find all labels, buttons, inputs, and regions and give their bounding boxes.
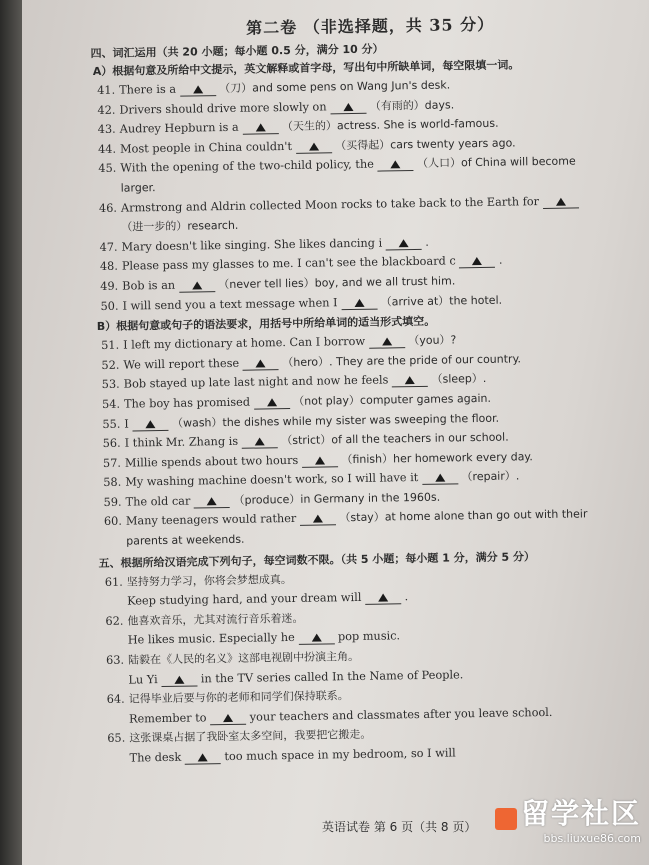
answer-triangle-icon	[198, 753, 208, 761]
question-hint: （you）?	[408, 333, 457, 348]
answer-blank	[377, 158, 413, 172]
answer-blank	[422, 472, 458, 486]
answer-triangle-icon	[435, 474, 445, 482]
question-text: There is a	[119, 82, 177, 97]
section4-heading: 四、词汇运用（共 20 小题；每小题 0.5 分，满分 10 分）	[90, 42, 384, 61]
answer-triangle-icon	[382, 338, 392, 346]
question-hint: （strict）of all the teachers in our school.	[281, 430, 509, 448]
english-sentence-end: pop music.	[337, 629, 401, 644]
question-text: My washing machine doesn't work, so I will have it	[125, 471, 419, 489]
question-continuation: larger.	[120, 181, 156, 195]
answer-blank	[243, 357, 279, 371]
question-hint: （wash）the dishes while my sister was sweeping the floor.	[171, 411, 500, 430]
chinese-sentence: 陆毅在《人民的名义》这部电视剧中扮演主角。	[127, 649, 360, 667]
question-continuation: parents at weekends.	[126, 532, 245, 548]
question-number: 54.	[101, 397, 121, 411]
watermark-logo-icon	[495, 808, 517, 830]
question-number: 62.	[105, 614, 124, 628]
english-sentence-start: Remember to	[128, 711, 207, 726]
answer-triangle-icon	[405, 376, 415, 384]
section4-partB: B）根据句意或句子的语法要求，用括号中所给单词的适当形式填空。	[96, 314, 436, 334]
watermark	[495, 792, 641, 845]
book-spine-shadow	[0, 0, 22, 865]
watermark-url: bbs.liuxue86.com	[543, 832, 641, 845]
question-number: 57.	[102, 456, 122, 470]
question-hint: （刀）and some pens on Wang Jun's desk.	[219, 78, 451, 96]
answer-blank	[210, 712, 246, 726]
answer-blank	[459, 255, 495, 269]
answer-triangle-icon	[256, 359, 266, 367]
answer-triangle-icon	[267, 398, 277, 406]
question-text: With the opening of the two-child policy, the	[120, 158, 374, 176]
answer-triangle-icon	[207, 497, 217, 505]
answer-triangle-icon	[192, 281, 202, 289]
question-text: Millie spends about two hours	[124, 453, 299, 470]
question-number: 63.	[105, 653, 125, 667]
answer-triangle-icon	[556, 197, 566, 205]
exam-content	[90, 9, 649, 768]
english-sentence-start: The desk	[129, 750, 182, 765]
question-hint: （never tell lies）boy, and we all trust him.	[218, 274, 456, 292]
question-number: 58.	[103, 475, 122, 490]
answer-blank	[300, 513, 336, 527]
answer-blank	[194, 495, 230, 509]
question-hint: （stay）at home alone than go out with their	[339, 507, 588, 525]
answer-triangle-icon	[308, 142, 318, 150]
question-number: 51.	[101, 338, 120, 353]
answer-triangle-icon	[378, 594, 388, 602]
section4-partA-items	[97, 72, 649, 316]
answer-triangle-icon	[313, 515, 323, 523]
question-number: 55.	[102, 417, 121, 431]
question-text: I	[124, 417, 129, 431]
question-number: 56.	[102, 436, 121, 451]
section5-items	[105, 564, 649, 769]
question-hint: .	[425, 235, 429, 249]
question-number: 46.	[98, 201, 118, 215]
section4-partA: A）根据句意及所给中文提示，英文解释或首字母，写出句中所缺单词，每空限填一词。	[92, 58, 520, 79]
answer-blank	[365, 592, 401, 606]
question-text: Please pass my glasses to me. I can't see the blackboard c	[121, 254, 456, 273]
answer-triangle-icon	[145, 420, 155, 428]
question-number: 59.	[103, 495, 122, 509]
answer-blank	[341, 296, 377, 310]
page-footer: 英语试卷 第 6 页（共 8 页）	[322, 820, 477, 834]
answer-triangle-icon	[472, 257, 482, 265]
english-sentence-start: Lu Yi	[128, 672, 158, 687]
answer-triangle-icon	[174, 675, 184, 683]
question-text: Audrey Hepburn is a	[119, 120, 239, 136]
question-text: I will send you a text message when I	[122, 295, 338, 313]
answer-blank	[543, 195, 579, 209]
question-hint: （天生的）actress. She is world-famous.	[281, 116, 499, 134]
answer-triangle-icon	[390, 161, 400, 169]
answer-triangle-icon	[255, 437, 265, 445]
english-sentence-end: in the TV series called In the Name of People.	[200, 667, 464, 686]
chinese-sentence: 这张课桌占据了我卧室太多空间，我要把它搬走。	[129, 728, 372, 745]
question-hint: .	[498, 253, 503, 268]
section5-heading: 五、根据所给汉语完成下列句子，每空词数不限。（共 5 小题；每小题 1 分，满分 5 分）	[98, 549, 536, 570]
question-text: Most people in China couldn't	[119, 139, 293, 156]
english-sentence-end: .	[404, 590, 409, 604]
question-number: 65.	[107, 732, 126, 746]
answer-blank	[302, 454, 338, 468]
section4-partB-items	[101, 327, 649, 551]
question-number: 41.	[97, 83, 116, 97]
answer-blank	[386, 237, 422, 251]
english-sentence-start: He likes music. Especially he	[127, 631, 295, 648]
question-number: 48.	[99, 260, 118, 274]
question-hint: （not play）computer games again.	[293, 391, 492, 408]
english-sentence-end: too much space in my bedroom, so I will	[224, 746, 456, 764]
english-sentence-start: Keep studying hard, and your dream will	[127, 591, 362, 608]
question-number: 60.	[103, 515, 122, 529]
answer-triangle-icon	[343, 103, 353, 111]
question-hint: （人口）of China will become	[416, 154, 576, 171]
question-hint: （有雨的）days.	[369, 97, 455, 113]
question-hint: （produce）in Germany in the 1960s.	[233, 490, 441, 507]
question-number: 43.	[97, 122, 116, 137]
question-number: 47.	[99, 240, 118, 254]
watermark-brand: 留学社区	[520, 797, 641, 830]
question-text: Armstrong and Aldrin collected Moon rocks to take back to the Earth for	[120, 194, 540, 215]
answer-blank	[392, 374, 428, 388]
question-text: Mary doesn't like singing. She likes dancing i	[121, 236, 383, 254]
question-hint: （买得起）cars twenty years ago.	[335, 136, 516, 153]
question-number: 49.	[100, 279, 119, 293]
question-text: Many teenagers would rather	[125, 512, 297, 529]
question-text: We will report these	[123, 356, 240, 372]
answer-blank	[180, 83, 216, 97]
question-hint: （hero）. They are the pride of our country.	[282, 352, 522, 369]
question-number: 42.	[97, 103, 116, 117]
answer-blank	[161, 673, 197, 687]
question-text: The boy has promised	[123, 395, 251, 411]
question-hint: （repair）.	[461, 469, 520, 484]
answer-triangle-icon	[399, 239, 409, 247]
question-text: The old car	[125, 494, 191, 509]
chinese-sentence: 坚持努力学习，你将会梦想成真。	[126, 572, 292, 589]
answer-triangle-icon	[255, 124, 265, 132]
answer-blank	[298, 632, 334, 646]
page-title: 第二卷 （非选择题，共 35 分）	[246, 14, 495, 38]
question-continuation: （进一步的）research.	[121, 218, 239, 234]
answer-triangle-icon	[193, 85, 203, 93]
answer-blank	[295, 140, 331, 154]
chinese-sentence: 他喜欢音乐，尤其对流行音乐着迷。	[127, 611, 304, 628]
question-number: 44.	[97, 142, 117, 156]
question-text: I left my dictionary at home. Can I borrow	[123, 334, 366, 352]
english-sentence-end: your teachers and classmates after you leave school.	[249, 705, 553, 724]
question-text: I think Mr. Zhang is	[124, 434, 239, 450]
answer-triangle-icon	[354, 298, 364, 306]
answer-blank	[242, 121, 278, 135]
answer-blank	[254, 396, 290, 410]
question-hint: （arrive at）the hotel.	[380, 293, 503, 309]
answer-triangle-icon	[311, 634, 321, 642]
question-number: 53.	[101, 377, 120, 392]
question-hint: （sleep）.	[431, 372, 487, 387]
answer-blank	[330, 100, 366, 114]
exam-page	[22, 0, 649, 865]
answer-blank	[132, 417, 168, 431]
question-hint: （finish）her homework every day.	[341, 449, 533, 466]
answer-blank	[369, 335, 405, 349]
answer-blank	[185, 751, 221, 765]
question-number: 64.	[106, 692, 125, 707]
question-text: Bob is an	[122, 278, 176, 293]
question-text: Drivers should drive more slowly on	[119, 99, 327, 117]
question-number: 45.	[98, 162, 117, 176]
chinese-sentence: 记得毕业后要与你的老师和同学们保持联系。	[128, 689, 349, 706]
question-number: 61.	[104, 575, 123, 589]
question-number: 52.	[101, 358, 120, 372]
question-text: Bob stayed up late last night and now he feels	[123, 373, 389, 391]
answer-blank	[179, 279, 215, 293]
answer-triangle-icon	[223, 714, 233, 722]
question-number: 50.	[100, 299, 119, 313]
answer-blank	[242, 435, 278, 449]
answer-triangle-icon	[315, 456, 325, 464]
